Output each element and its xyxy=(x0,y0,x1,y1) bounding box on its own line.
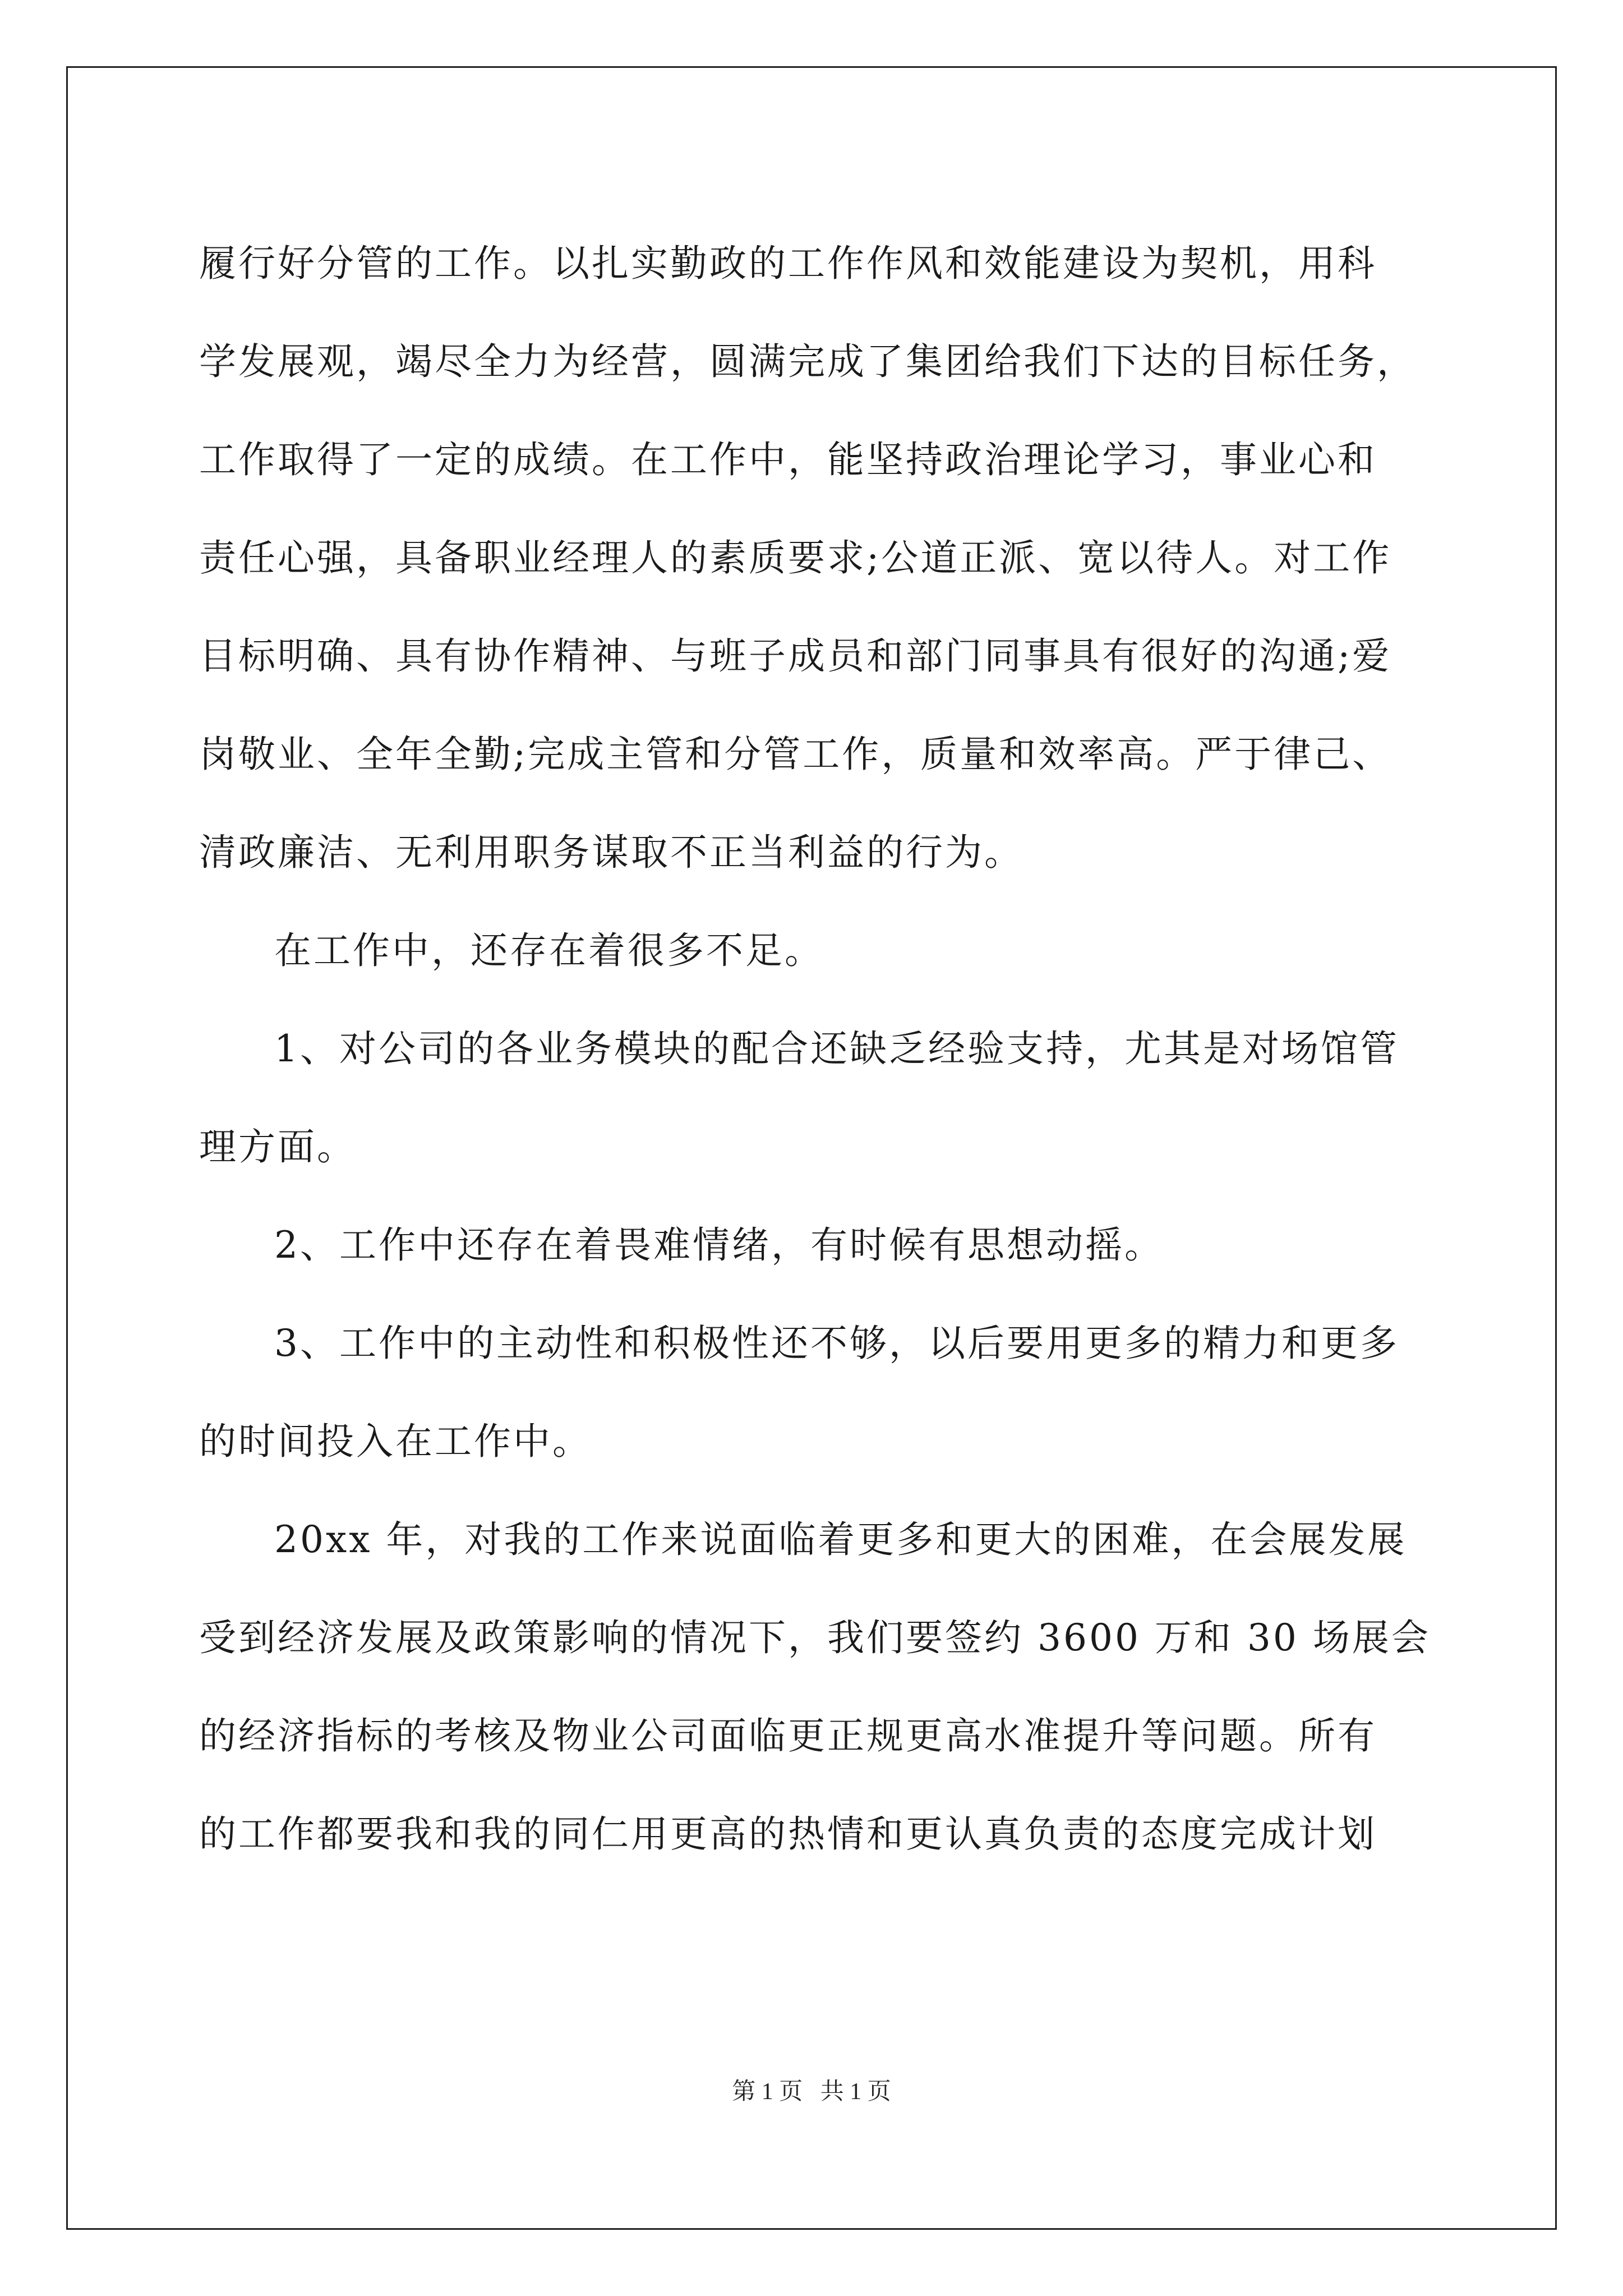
text-line: 学发展观，竭尽全力为经营，圆满完成了集团给我们下达的目标任务， xyxy=(199,340,1416,383)
paragraph-line: 20xx 年，对我的工作来说面临着更多和更大的困难，在会展发展 xyxy=(274,1518,1407,1561)
text-line: 目标明确、具有协作精神、与班子成员和部门同事具有很好的沟通;爱 xyxy=(199,634,1392,678)
list-item-3: 3、工作中的主动性和积极性还不够，以后要用更多的精力和更多 xyxy=(274,1322,1399,1365)
text-line: 的经济指标的考核及物业公司面临更正规更高水准提升等问题。所有 xyxy=(199,1714,1377,1757)
text-line: 岗敬业、全年全勤;完成主管和分管工作，质量和效率高。严于律己、 xyxy=(199,733,1392,776)
text-line: 履行好分管的工作。以扎实勤政的工作作风和效能建设为契机，用科 xyxy=(199,242,1377,285)
document-body xyxy=(199,214,1433,1883)
paragraph-line: 在工作中，还存在着很多不足。 xyxy=(274,929,824,972)
text-line: 责任心强，具备职业经理人的素质要求;公道正派、宽以待人。对工作 xyxy=(199,536,1392,579)
text-line: 清政廉洁、无利用职务谋取不正当利益的行为。 xyxy=(199,831,1023,874)
text-line: 工作取得了一定的成绩。在工作中，能坚持政治理论学习，事业心和 xyxy=(199,438,1377,481)
page-number-footer: 第 1 页 共 1 页 xyxy=(732,2079,891,2105)
text-line: 受到经济发展及政策影响的情况下，我们要签约 3600 万和 30 场展会 xyxy=(199,1616,1431,1659)
text-line: 理方面。 xyxy=(199,1125,356,1168)
text-line: 的工作都要我和我的同仁用更高的热情和更认真负责的态度完成计划 xyxy=(199,1812,1377,1856)
list-item-2: 2、工作中还存在着畏难情绪，有时候有思想动摇。 xyxy=(274,1223,1164,1267)
text-line: 的时间投入在工作中。 xyxy=(199,1420,592,1463)
list-item-1: 1、对公司的各业务模块的配合还缺乏经验支持，尤其是对场馆管 xyxy=(274,1027,1399,1070)
